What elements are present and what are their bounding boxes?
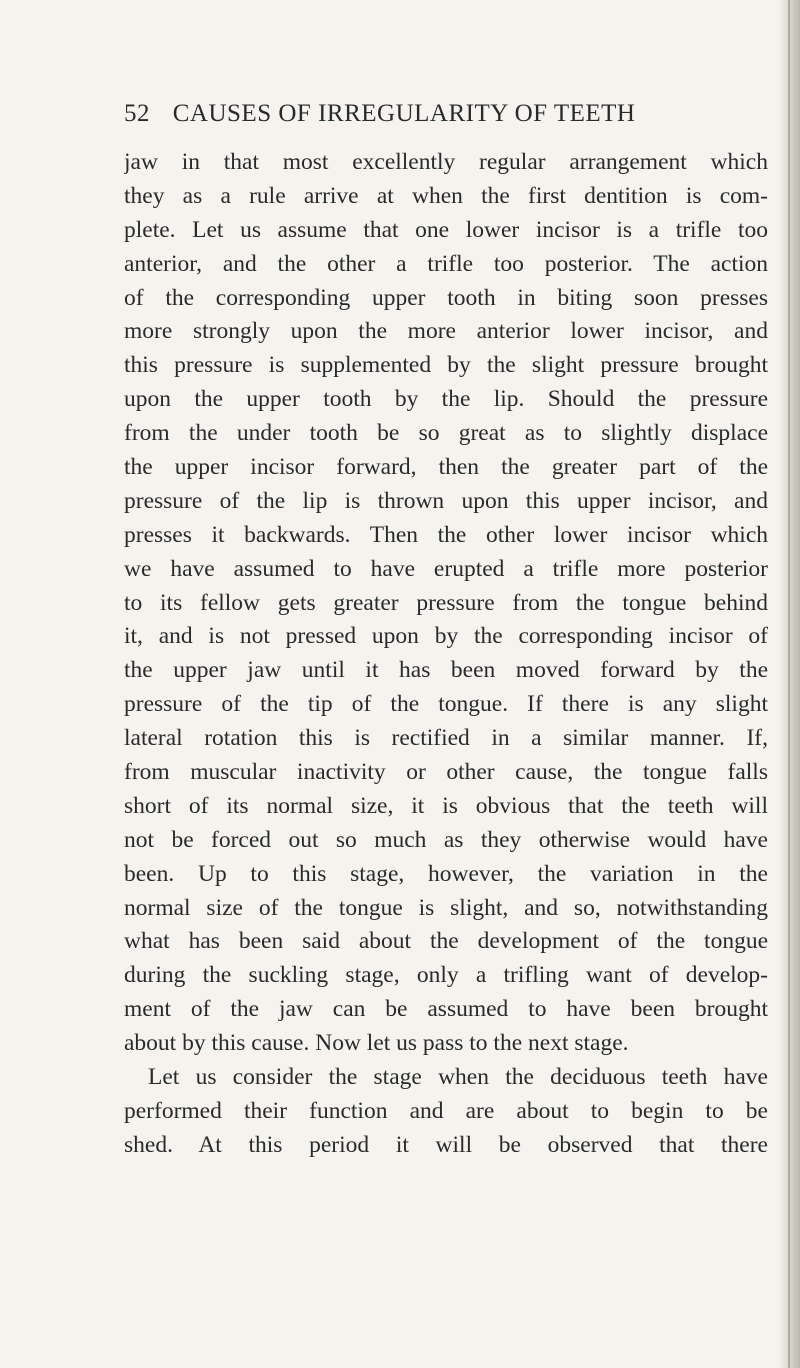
text-line: about by this cause. Now let us pass to the next stage.: [124, 1030, 629, 1057]
text-line: it, and is not pressed upon by the corresponding incisor of: [124, 623, 768, 650]
text-line: jaw in that most excellently regular arrangement which: [124, 149, 768, 175]
text-line: from the under tooth be so great as to slightly displace: [124, 420, 768, 447]
text-line: anterior, and the other a trifle too posterior. The action: [124, 250, 768, 277]
text-line: what has been said about the development of the tongue: [124, 928, 768, 955]
page-gutter-line: [788, 0, 790, 1368]
body-text: [124, 146, 768, 1163]
text-line: shed. At this period it will be observed that there: [124, 1131, 768, 1158]
text-line: they as a rule arrive at when the first dentition is com-: [124, 182, 768, 209]
text-line: lateral rotation this is rectified in a similar manner. If,: [124, 725, 768, 752]
text-line: during the suckling stage, only a trifling want of develop-: [124, 962, 768, 989]
text-line: been. Up to this stage, however, the variation in the: [124, 860, 768, 887]
text-line: presses it backwards. Then the other lower incisor which: [124, 521, 768, 548]
text-line: Let us consider the stage when the deciduous teeth have: [148, 1064, 768, 1091]
running-head: [124, 100, 704, 140]
text-line: the upper jaw until it has been moved forward by the: [124, 657, 768, 684]
text-line: not be forced out so much as they otherwise would have: [124, 826, 768, 853]
text-line: from muscular inactivity or other cause, the tongue falls: [124, 759, 768, 786]
text-line: pressure of the tip of the tongue. If there is any slight: [124, 691, 768, 718]
text-line: performed their function and are about to begin to be: [124, 1097, 768, 1124]
page-number: 52: [124, 100, 150, 127]
text-line: ment of the jaw can be assumed to have been brought: [124, 996, 768, 1023]
text-line: normal size of the tongue is slight, and so, notwithstanding: [124, 894, 768, 921]
text-line: plete. Let us assume that one lower incisor is a trifle too: [124, 216, 768, 243]
text-line: upon the upper tooth by the lip. Should the pressure: [124, 386, 768, 413]
running-title: CAUSES OF IRREGULARITY OF TEETH: [172, 100, 636, 127]
text-line: we have assumed to have erupted a trifle more posterior: [124, 555, 768, 582]
text-line: short of its normal size, it is obvious that the teeth will: [124, 792, 768, 819]
text-line: this pressure is supplemented by the slight pressure brought: [124, 352, 768, 379]
text-line: of the corresponding upper tooth in biting soon presses: [124, 284, 768, 311]
text-line: pressure of the lip is thrown upon this upper incisor, and: [124, 487, 768, 514]
text-line: to its fellow gets greater pressure from the tongue behind: [124, 589, 768, 616]
text-line: more strongly upon the more anterior lower incisor, and: [124, 318, 768, 345]
text-line: the upper incisor forward, then the greater part of the: [124, 454, 768, 481]
